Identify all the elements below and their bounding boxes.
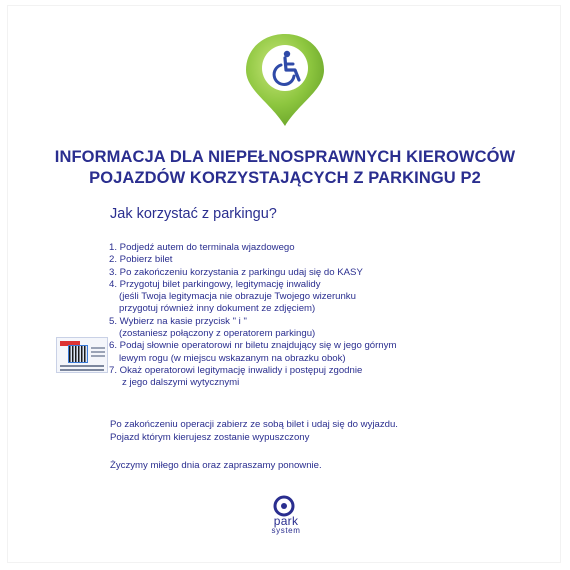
logo-word-park: park (273, 514, 299, 528)
parking-ticket-image (56, 337, 108, 373)
park-system-logo (256, 495, 316, 543)
ticket-text-line (91, 347, 105, 349)
wheelchair-location-pin-icon (240, 30, 330, 130)
logo-word-system: system (271, 526, 301, 535)
step-5: 5. Wybierz na kasie przycisk " i " (109, 315, 247, 327)
step-7: 7. Okaż operatorowi legitymację inwalidy i postępuj zgodnie (109, 364, 363, 376)
step-4-note-1: (jeśli Twoja legitymacja nie obrazuje Twojego wizerunku (119, 291, 356, 303)
ticket-text-line (91, 355, 105, 357)
step-4-note-2: przygotuj również inny dokument ze zdjęciem) (119, 303, 316, 315)
step-2: 2. Pobierz bilet (109, 254, 173, 266)
step-1: 1. Podjedź autem do terminala wjazdowego (109, 242, 295, 253)
closing-line-3: Życzymy miłego dnia oraz zapraszamy ponownie. (110, 460, 322, 471)
instruction-list (109, 242, 396, 390)
page-title-line-2: POJAZDÓW KORZYSTAJĄCYCH Z PARKINGU P2 (89, 169, 481, 187)
step-5-note: (zostaniesz połączony z operatorem parkingu) (119, 328, 316, 340)
step-6-cont: lewym rogu (w miejscu wskazanym na obrazku obok) (119, 352, 346, 364)
step-4: 4. Przygotuj bilet parkingowy, legitymację inwalidy (109, 278, 321, 290)
closing-line-2: Pojazd którym kierujesz zostanie wypuszczony (110, 432, 310, 443)
ticket-text-line (91, 351, 105, 353)
ticket-text-line (60, 365, 104, 367)
step-6: 6. Podaj słownie operatorowi nr biletu znajdujący się w jego górnym (109, 340, 397, 352)
ticket-text-line (60, 369, 104, 371)
qr-code-icon (69, 346, 87, 362)
step-7-cont: z jego dalszymi wytycznymi (122, 377, 240, 389)
subtitle: Jak korzystać z parkingu? (110, 206, 277, 222)
step-3: 3. Po zakończeniu korzystania z parkingu udaj się do KASY (109, 266, 363, 278)
page-title-line-1: INFORMACJA DLA NIEPEŁNOSPRAWNYCH KIEROWCÓW (54, 148, 516, 166)
closing-line-1: Po zakończeniu operacji zabierz ze sobą bilet i udaj się do wyjazdu. (110, 419, 398, 430)
